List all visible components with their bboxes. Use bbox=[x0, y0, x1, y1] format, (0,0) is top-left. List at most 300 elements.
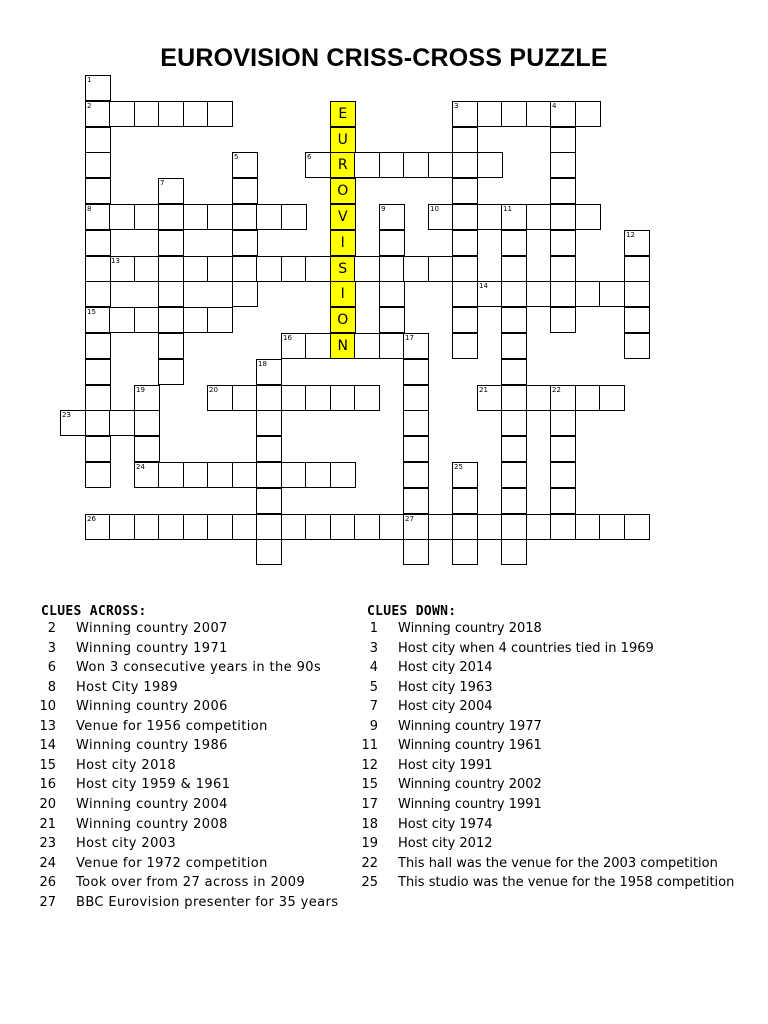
grid-cell[interactable] bbox=[134, 410, 160, 436]
clues-across-heading: CLUES ACROSS: bbox=[41, 604, 147, 619]
grid-cell[interactable] bbox=[354, 333, 380, 359]
grid-cell[interactable] bbox=[60, 410, 86, 436]
grid-cell[interactable] bbox=[232, 256, 258, 282]
grid-cell[interactable] bbox=[232, 178, 258, 204]
across-clue bbox=[30, 639, 228, 659]
clue-number: 3 bbox=[454, 102, 459, 110]
grid-cell[interactable] bbox=[330, 462, 356, 488]
down-clue-number: 3 bbox=[369, 640, 378, 656]
clue-number: 19 bbox=[136, 386, 145, 394]
grid-cell[interactable] bbox=[256, 204, 282, 230]
grid-cell[interactable] bbox=[109, 514, 135, 540]
clue-number: 8 bbox=[87, 205, 92, 213]
grid-cell[interactable] bbox=[452, 488, 478, 514]
grid-cell[interactable] bbox=[281, 204, 307, 230]
across-clue-text: Took over from 27 across in 2009 bbox=[76, 875, 306, 891]
down-clue bbox=[352, 854, 718, 874]
grid-cell[interactable] bbox=[232, 385, 258, 411]
across-clue bbox=[30, 834, 176, 854]
grid-cell[interactable] bbox=[134, 385, 160, 411]
highlight-cell[interactable] bbox=[330, 178, 356, 204]
grid-cell[interactable] bbox=[85, 385, 111, 411]
grid-cell[interactable] bbox=[624, 514, 650, 540]
grid-cell[interactable] bbox=[379, 256, 405, 282]
grid-cell[interactable] bbox=[158, 514, 184, 540]
grid-cell[interactable] bbox=[109, 410, 135, 436]
grid-cell[interactable] bbox=[256, 539, 282, 565]
grid-cell[interactable] bbox=[85, 75, 111, 101]
grid-cell[interactable] bbox=[428, 204, 454, 230]
grid-cell[interactable] bbox=[158, 178, 184, 204]
across-clue-text: Host city 2018 bbox=[76, 757, 177, 773]
grid-cell[interactable] bbox=[379, 152, 405, 178]
highlight-cell[interactable] bbox=[330, 204, 356, 230]
grid-cell[interactable] bbox=[134, 101, 160, 127]
grid-cell[interactable] bbox=[85, 230, 111, 256]
grid-cell[interactable] bbox=[452, 281, 478, 307]
across-clue-text: Winning country 2004 bbox=[76, 796, 228, 812]
down-clue bbox=[352, 678, 493, 698]
grid-cell[interactable] bbox=[232, 152, 258, 178]
down-clue-text: This studio was the venue for the 1958 competition bbox=[398, 875, 735, 891]
grid-cell[interactable] bbox=[207, 462, 233, 488]
down-clue bbox=[352, 795, 542, 815]
highlight-cell[interactable] bbox=[330, 256, 356, 282]
grid-cell[interactable] bbox=[403, 462, 429, 488]
across-clue-text: BBC Eurovision presenter for 35 years bbox=[76, 894, 339, 910]
across-clue-text: Won 3 consecutive years in the 90s bbox=[76, 660, 322, 676]
grid-cell[interactable] bbox=[305, 462, 331, 488]
grid-cell[interactable] bbox=[207, 204, 233, 230]
grid-cell[interactable] bbox=[379, 514, 405, 540]
down-clue bbox=[352, 717, 542, 737]
highlight-cell[interactable] bbox=[330, 152, 356, 178]
grid-cell[interactable] bbox=[501, 488, 527, 514]
grid-cell[interactable] bbox=[232, 230, 258, 256]
grid-cell[interactable] bbox=[85, 204, 111, 230]
grid-cell[interactable] bbox=[232, 281, 258, 307]
grid-cell[interactable] bbox=[550, 514, 576, 540]
across-clue bbox=[30, 736, 228, 756]
highlight-letter: E bbox=[338, 106, 348, 122]
clue-number: 1 bbox=[87, 76, 92, 84]
grid-cell[interactable] bbox=[403, 256, 429, 282]
clue-number: 23 bbox=[62, 411, 71, 419]
grid-cell[interactable] bbox=[599, 514, 625, 540]
grid-cell[interactable] bbox=[207, 256, 233, 282]
grid-cell[interactable] bbox=[281, 256, 307, 282]
down-clue bbox=[352, 756, 493, 776]
grid-cell[interactable] bbox=[134, 256, 160, 282]
grid-cell[interactable] bbox=[452, 514, 478, 540]
grid-cell[interactable] bbox=[85, 333, 111, 359]
grid-cell[interactable] bbox=[550, 256, 576, 282]
grid-cell[interactable] bbox=[501, 256, 527, 282]
grid-cell[interactable] bbox=[575, 101, 601, 127]
across-clue-text: Winning country 1971 bbox=[76, 640, 228, 656]
grid-cell[interactable] bbox=[452, 152, 478, 178]
highlight-letter: S bbox=[338, 261, 348, 277]
grid-cell[interactable] bbox=[281, 333, 307, 359]
grid-cell[interactable] bbox=[403, 410, 429, 436]
down-clue-text: Host city 2004 bbox=[398, 699, 493, 715]
grid-cell[interactable] bbox=[85, 281, 111, 307]
across-clue bbox=[30, 717, 268, 737]
grid-cell[interactable] bbox=[158, 204, 184, 230]
clue-number: 22 bbox=[552, 386, 561, 394]
grid-cell[interactable] bbox=[403, 514, 429, 540]
grid-cell[interactable] bbox=[85, 101, 111, 127]
grid-cell[interactable] bbox=[477, 204, 503, 230]
grid-cell[interactable] bbox=[85, 178, 111, 204]
down-clue-number: 22 bbox=[361, 855, 378, 871]
across-clue-number: 23 bbox=[39, 836, 56, 852]
grid-cell[interactable] bbox=[452, 539, 478, 565]
grid-cell[interactable] bbox=[256, 385, 282, 411]
clue-number: 10 bbox=[430, 205, 439, 213]
grid-cell[interactable] bbox=[452, 230, 478, 256]
grid-cell[interactable] bbox=[550, 410, 576, 436]
grid-cell[interactable] bbox=[575, 281, 601, 307]
clue-number: 6 bbox=[307, 153, 312, 161]
highlight-cell[interactable] bbox=[330, 333, 356, 359]
grid-cell[interactable] bbox=[403, 488, 429, 514]
down-clue-number: 5 bbox=[369, 679, 378, 695]
down-clue-number: 25 bbox=[361, 875, 378, 891]
clue-number: 20 bbox=[209, 386, 218, 394]
down-clue-number: 11 bbox=[361, 738, 378, 754]
grid-cell[interactable] bbox=[501, 539, 527, 565]
grid-cell[interactable] bbox=[477, 101, 503, 127]
grid-cell[interactable] bbox=[501, 101, 527, 127]
grid-cell[interactable] bbox=[232, 462, 258, 488]
across-clue-text: Venue for 1972 competition bbox=[76, 855, 268, 871]
clue-number: 7 bbox=[160, 179, 165, 187]
grid-cell[interactable] bbox=[624, 307, 650, 333]
grid-cell[interactable] bbox=[550, 462, 576, 488]
grid-cell[interactable] bbox=[256, 256, 282, 282]
clue-number: 5 bbox=[234, 153, 239, 161]
grid-cell[interactable] bbox=[232, 204, 258, 230]
clue-number: 15 bbox=[87, 308, 96, 316]
grid-cell[interactable] bbox=[134, 462, 160, 488]
grid-cell[interactable] bbox=[305, 514, 331, 540]
highlight-cell[interactable] bbox=[330, 101, 356, 127]
grid-cell[interactable] bbox=[452, 333, 478, 359]
grid-cell[interactable] bbox=[526, 204, 552, 230]
grid-cell[interactable] bbox=[158, 230, 184, 256]
grid-cell[interactable] bbox=[624, 256, 650, 282]
down-clue-number: 18 bbox=[361, 816, 378, 832]
grid-cell[interactable] bbox=[379, 230, 405, 256]
grid-cell[interactable] bbox=[550, 204, 576, 230]
grid-cell[interactable] bbox=[550, 307, 576, 333]
grid-cell[interactable] bbox=[183, 462, 209, 488]
clue-number: 18 bbox=[258, 360, 267, 368]
across-clue bbox=[30, 815, 228, 835]
grid-cell[interactable] bbox=[305, 385, 331, 411]
down-clue-text: Winning country 1977 bbox=[398, 718, 542, 734]
grid-cell[interactable] bbox=[158, 256, 184, 282]
grid-cell[interactable] bbox=[550, 127, 576, 153]
highlight-cell[interactable] bbox=[330, 230, 356, 256]
down-clue-number: 4 bbox=[369, 660, 378, 676]
grid-cell[interactable] bbox=[207, 514, 233, 540]
down-clue-number: 12 bbox=[361, 757, 378, 773]
grid-cell[interactable] bbox=[183, 514, 209, 540]
clue-number: 26 bbox=[87, 515, 96, 523]
grid-cell[interactable] bbox=[452, 101, 478, 127]
grid-cell[interactable] bbox=[428, 256, 454, 282]
grid-cell[interactable] bbox=[575, 385, 601, 411]
grid-cell[interactable] bbox=[305, 152, 331, 178]
highlight-letter: I bbox=[340, 286, 345, 302]
grid-cell[interactable] bbox=[526, 281, 552, 307]
across-clue-number: 27 bbox=[39, 894, 56, 910]
grid-cell[interactable] bbox=[330, 514, 356, 540]
grid-cell[interactable] bbox=[305, 333, 331, 359]
grid-cell[interactable] bbox=[281, 462, 307, 488]
grid-cell[interactable] bbox=[526, 101, 552, 127]
grid-cell[interactable] bbox=[403, 359, 429, 385]
highlight-letter: R bbox=[337, 157, 348, 173]
across-clue bbox=[30, 619, 228, 639]
clues-down-heading: CLUES DOWN: bbox=[367, 604, 457, 619]
grid-cell[interactable] bbox=[379, 333, 405, 359]
grid-cell[interactable] bbox=[158, 462, 184, 488]
grid-cell[interactable] bbox=[477, 281, 503, 307]
across-clue-text: Venue for 1956 competition bbox=[76, 718, 268, 734]
down-clue-number: 1 bbox=[369, 621, 378, 636]
grid-cell[interactable] bbox=[452, 204, 478, 230]
highlight-letter: U bbox=[337, 132, 348, 148]
grid-cell[interactable] bbox=[550, 281, 576, 307]
grid-cell[interactable] bbox=[624, 333, 650, 359]
grid-cell[interactable] bbox=[452, 256, 478, 282]
grid-cell[interactable] bbox=[134, 307, 160, 333]
down-clue-text: Host city 2014 bbox=[398, 660, 493, 676]
across-clue-text: Host city 2003 bbox=[76, 836, 177, 852]
across-clue-number: 20 bbox=[39, 796, 56, 812]
grid-cell[interactable] bbox=[232, 514, 258, 540]
down-clue bbox=[352, 775, 542, 795]
grid-cell[interactable] bbox=[477, 385, 503, 411]
grid-cell[interactable] bbox=[85, 152, 111, 178]
across-clue-number: 3 bbox=[47, 640, 56, 656]
down-clue-text: Host city 1963 bbox=[398, 679, 493, 695]
grid-cell[interactable] bbox=[354, 385, 380, 411]
grid-cell[interactable] bbox=[85, 256, 111, 282]
across-clue-number: 10 bbox=[39, 699, 56, 715]
grid-cell[interactable] bbox=[477, 152, 503, 178]
highlight-cell[interactable] bbox=[330, 127, 356, 153]
grid-cell[interactable] bbox=[256, 436, 282, 462]
grid-cell[interactable] bbox=[305, 256, 331, 282]
down-clue bbox=[352, 619, 542, 639]
grid-cell[interactable] bbox=[501, 204, 527, 230]
grid-cell[interactable] bbox=[354, 514, 380, 540]
grid-cell[interactable] bbox=[158, 333, 184, 359]
across-clue-text: Winning country 1986 bbox=[76, 738, 228, 754]
grid-cell[interactable] bbox=[403, 333, 429, 359]
grid-cell[interactable] bbox=[183, 256, 209, 282]
grid-cell[interactable] bbox=[207, 101, 233, 127]
highlight-letter: N bbox=[337, 338, 348, 354]
grid-cell[interactable] bbox=[354, 152, 380, 178]
grid-cell[interactable] bbox=[526, 514, 552, 540]
grid-cell[interactable] bbox=[599, 281, 625, 307]
grid-cell[interactable] bbox=[501, 307, 527, 333]
grid-cell[interactable] bbox=[330, 385, 356, 411]
down-clue bbox=[352, 639, 654, 659]
grid-cell[interactable] bbox=[158, 101, 184, 127]
across-clue-number: 2 bbox=[47, 621, 56, 636]
grid-cell[interactable] bbox=[452, 462, 478, 488]
grid-cell[interactable] bbox=[403, 539, 429, 565]
down-clue-text: This hall was the venue for the 2003 competition bbox=[398, 855, 718, 871]
down-clue-text: Host city 1991 bbox=[398, 757, 493, 773]
grid-cell[interactable] bbox=[183, 307, 209, 333]
across-clue-text: Host City 1989 bbox=[76, 679, 179, 695]
grid-cell[interactable] bbox=[85, 307, 111, 333]
grid-cell[interactable] bbox=[256, 488, 282, 514]
grid-cell[interactable] bbox=[379, 281, 405, 307]
grid-cell[interactable] bbox=[354, 256, 380, 282]
grid-cell[interactable] bbox=[501, 462, 527, 488]
grid-cell[interactable] bbox=[256, 359, 282, 385]
down-clue-number: 19 bbox=[361, 836, 378, 852]
down-clue-text: Host city 2012 bbox=[398, 836, 493, 852]
grid-cell[interactable] bbox=[207, 385, 233, 411]
grid-cell[interactable] bbox=[550, 488, 576, 514]
grid-cell[interactable] bbox=[501, 281, 527, 307]
grid-cell[interactable] bbox=[599, 385, 625, 411]
grid-cell[interactable] bbox=[403, 152, 429, 178]
grid-cell[interactable] bbox=[109, 256, 135, 282]
grid-cell[interactable] bbox=[207, 307, 233, 333]
puzzle-title: EUROVISION CRISS-CROSS PUZZLE bbox=[160, 44, 608, 72]
grid-cell[interactable] bbox=[550, 436, 576, 462]
highlight-cell[interactable] bbox=[330, 281, 356, 307]
grid-cell[interactable] bbox=[158, 359, 184, 385]
clue-number: 27 bbox=[405, 515, 414, 523]
clue-number: 21 bbox=[479, 386, 488, 394]
grid-cell[interactable] bbox=[550, 178, 576, 204]
down-clue bbox=[352, 834, 493, 854]
grid-cell[interactable] bbox=[477, 514, 503, 540]
grid-cell[interactable] bbox=[256, 462, 282, 488]
grid-cell[interactable] bbox=[501, 514, 527, 540]
across-clue bbox=[30, 775, 230, 795]
grid-cell[interactable] bbox=[550, 152, 576, 178]
grid-cell[interactable] bbox=[624, 281, 650, 307]
grid-cell[interactable] bbox=[403, 436, 429, 462]
across-clue bbox=[30, 678, 178, 698]
grid-cell[interactable] bbox=[624, 230, 650, 256]
grid-cell[interactable] bbox=[109, 307, 135, 333]
grid-cell[interactable] bbox=[379, 204, 405, 230]
grid-cell[interactable] bbox=[452, 307, 478, 333]
clue-number: 13 bbox=[111, 257, 120, 265]
grid-cell[interactable] bbox=[550, 230, 576, 256]
grid-cell[interactable] bbox=[452, 127, 478, 153]
grid-cell[interactable] bbox=[158, 281, 184, 307]
across-clue-number: 6 bbox=[47, 660, 56, 676]
grid-cell[interactable] bbox=[85, 359, 111, 385]
clue-number: 14 bbox=[479, 282, 488, 290]
grid-cell[interactable] bbox=[379, 307, 405, 333]
grid-cell[interactable] bbox=[501, 436, 527, 462]
grid-cell[interactable] bbox=[452, 178, 478, 204]
down-clue bbox=[352, 658, 493, 678]
clue-number: 25 bbox=[454, 463, 463, 471]
grid-cell[interactable] bbox=[428, 514, 454, 540]
grid-cell[interactable] bbox=[501, 230, 527, 256]
grid-cell[interactable] bbox=[403, 385, 429, 411]
down-clue bbox=[352, 873, 734, 893]
grid-cell[interactable] bbox=[183, 101, 209, 127]
across-clue-number: 15 bbox=[39, 757, 56, 773]
down-clue-text: Host city 1974 bbox=[398, 816, 493, 832]
grid-cell[interactable] bbox=[85, 410, 111, 436]
grid-cell[interactable] bbox=[501, 333, 527, 359]
grid-cell[interactable] bbox=[158, 307, 184, 333]
grid-cell[interactable] bbox=[109, 101, 135, 127]
grid-cell[interactable] bbox=[501, 359, 527, 385]
highlight-letter: O bbox=[337, 183, 349, 199]
highlight-letter: O bbox=[337, 312, 349, 328]
grid-cell[interactable] bbox=[134, 204, 160, 230]
grid-cell[interactable] bbox=[85, 514, 111, 540]
grid-cell[interactable] bbox=[109, 204, 135, 230]
grid-cell[interactable] bbox=[85, 436, 111, 462]
grid-cell[interactable] bbox=[428, 152, 454, 178]
down-clue bbox=[352, 815, 493, 835]
grid-cell[interactable] bbox=[281, 514, 307, 540]
grid-cell[interactable] bbox=[575, 514, 601, 540]
across-clue bbox=[30, 854, 268, 874]
grid-cell[interactable] bbox=[550, 385, 576, 411]
grid-cell[interactable] bbox=[256, 410, 282, 436]
grid-cell[interactable] bbox=[183, 204, 209, 230]
grid-cell[interactable] bbox=[501, 385, 527, 411]
across-clue-number: 16 bbox=[39, 777, 56, 793]
clue-number: 2 bbox=[87, 102, 92, 110]
grid-cell[interactable] bbox=[526, 385, 552, 411]
down-clue-number: 9 bbox=[369, 718, 378, 734]
grid-cell[interactable] bbox=[575, 204, 601, 230]
grid-cell[interactable] bbox=[256, 514, 282, 540]
across-clue-number: 14 bbox=[39, 738, 56, 754]
clue-number: 9 bbox=[381, 205, 386, 213]
down-clue bbox=[352, 697, 493, 717]
grid-cell[interactable] bbox=[134, 514, 160, 540]
grid-cell[interactable] bbox=[281, 385, 307, 411]
across-clue bbox=[30, 658, 321, 678]
grid-cell[interactable] bbox=[501, 410, 527, 436]
grid-cell[interactable] bbox=[85, 462, 111, 488]
grid-cell[interactable] bbox=[550, 101, 576, 127]
across-clue bbox=[30, 756, 176, 776]
grid-cell[interactable] bbox=[85, 127, 111, 153]
across-clue-number: 8 bbox=[47, 679, 56, 695]
grid-cell[interactable] bbox=[134, 436, 160, 462]
across-clue-text: Host city 1959 & 1961 bbox=[76, 777, 231, 793]
across-clue-number: 26 bbox=[39, 875, 56, 891]
highlight-letter: V bbox=[337, 209, 348, 225]
highlight-cell[interactable] bbox=[330, 307, 356, 333]
across-clue-number: 24 bbox=[39, 855, 56, 871]
